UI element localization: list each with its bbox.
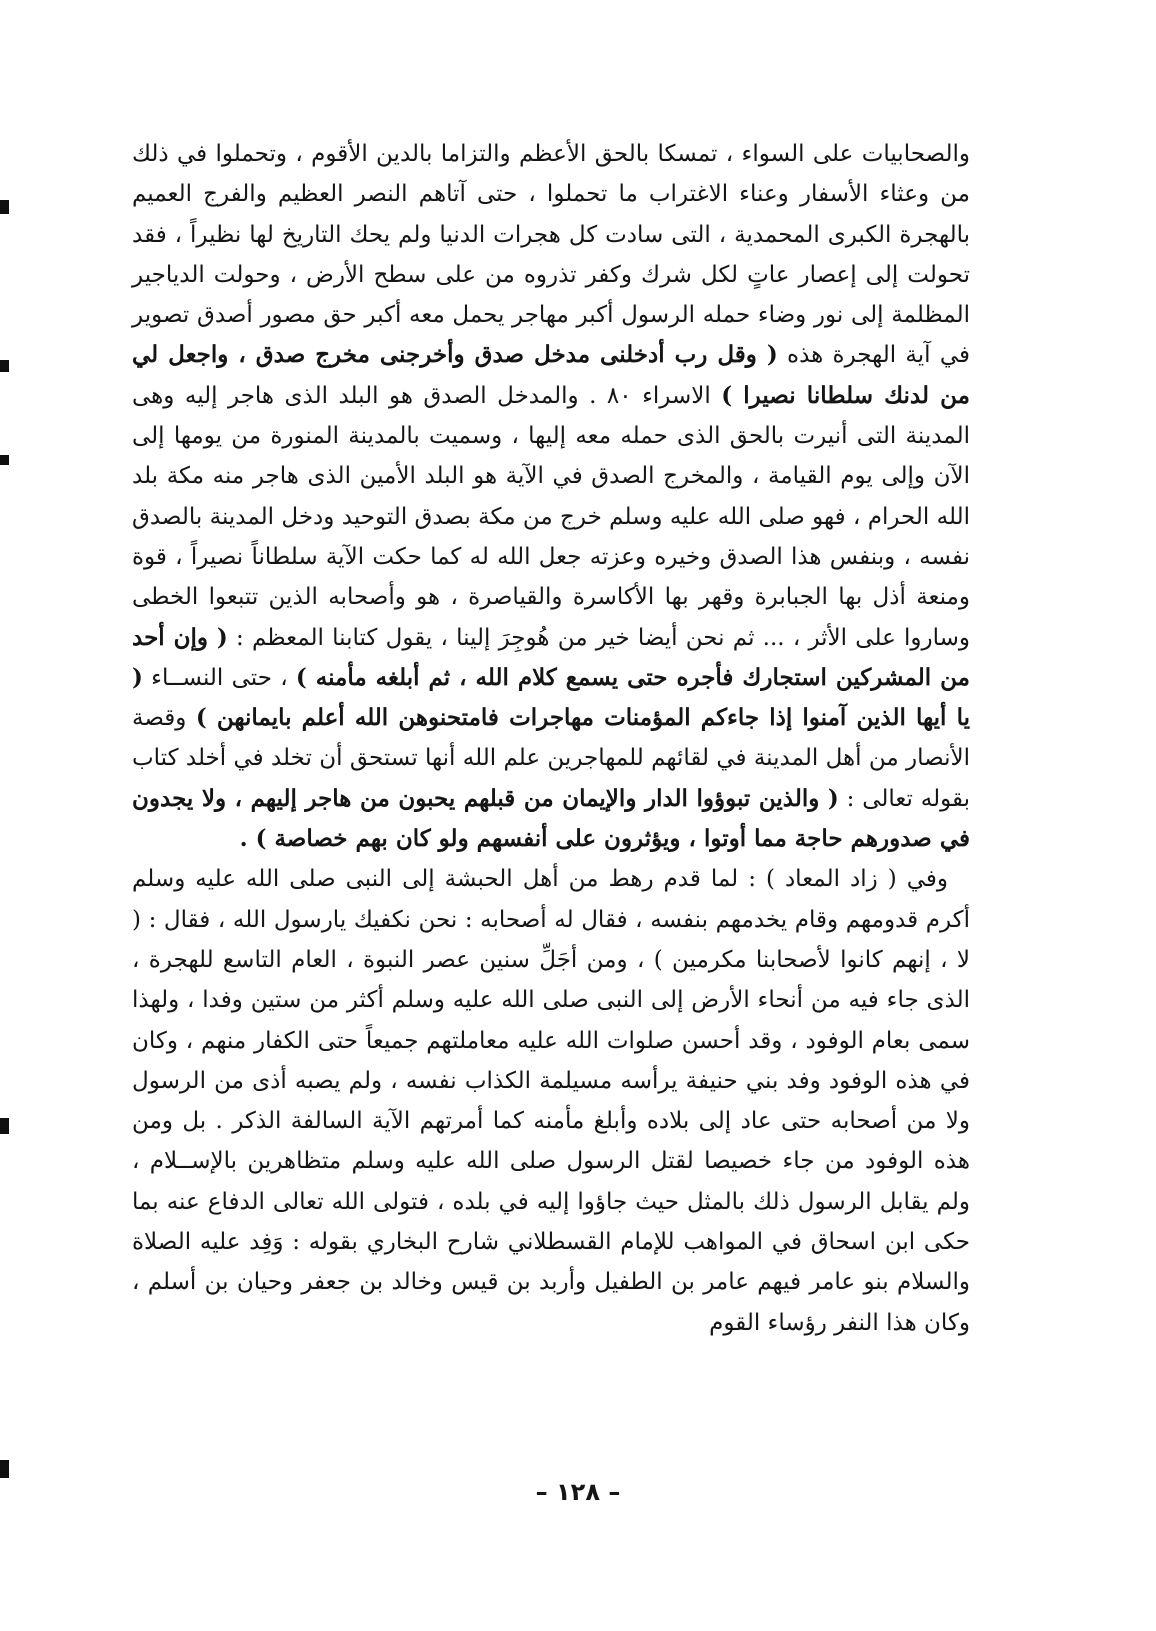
body-text <box>132 134 970 1343</box>
scan-edge-mark <box>0 455 9 465</box>
text-run: ، حتى النســاء <box>142 664 296 691</box>
quran-verse: ( والذين تبوؤوا الدار والإيمان من قبلهم يحبون من هاجر إليهم ، ولا يجدون في صدورهم حاجة مما أوتوا ، ويؤثرون على أنفسهم ولو كان بهم خصاصة ) . <box>132 784 970 853</box>
page-number: – ١٢٨ – <box>535 1478 621 1506</box>
scan-edge-mark <box>0 1460 9 1478</box>
paragraph <box>132 134 970 859</box>
scan-edge-mark <box>0 1118 9 1134</box>
text-run: وفي ( زاد المعاد ) : لما قدم رهط من أهل الحبشة إلى النبى صلى الله عليه وسلم أكرم قدومهم وقام يخدمهم بنفسه ، فقال له أصحابه : نحن نكفيك يارسول الله ، فقال : ( لا ، إنهم كانوا لأصحابنا مكرمين ) ، ومن أجَلِّ سنين عصر النبوة ، العام التاسع للهجرة ، الذى جاء فيه من أنحاء الأرض إلى النبى صلى الله عليه وسلم أكثر من ستين وفدا ، ولهذا سمى بعام الوفود ، وقد أحسن صلوات الله عليه معاملتهم جميعاً حتى الكفار منهم ، وكان في هذه الوفود وفد بني حنيفة يرأسه مسيلمة الكذاب نفسه ، ولم يصبه أذى من الرسول ولا من أصحابه حتى عاد إلى بلاده وأبلغ مأمنه كما أمرتهم الآية السالفة الذكر . بل ومن هذه الوفود من جاء خصيصا لقتل الرسول صلى الله عليه وسلم متظاهرين بالإســلام ، ولم يقابل الرسول ذلك بالمثل حيث جاؤوا إليه في بلده ، فتولى الله تعالى الدفاع عنه بما حكى ابن اسحاق في المواهب للإمام القسطلاني شارح البخاري بقوله : وَفِد عليه الصلاة والسلام بنو عامر فيهم عامر بن الطفيل وأربد بن قيس وخالد بن جعفر وحيان بن أسلم ، وكان هذا النفر رؤساء القوم <box>132 866 970 1336</box>
scan-edge-mark <box>0 200 9 214</box>
quran-verse: ( وقل رب أدخلنى مدخل صدق وأخرجنى مخرج صدق ، واجعل لي من لدنك سلطانا نصيرا ) <box>132 341 970 409</box>
text-run: والصحابيات على السواء ، تمسكا بالحق الأعظم والتزاما بالدين الأقوم ، وتحملوا في ذلك من وعثاء الأسفار وعناء الاغتراب ما تحملوا ، حتى آتاهم النصر العظيم والفرج العميم بالهجرة الكبرى المحمدية ، التى سادت كل هجرات الدنيا ولم يحك التاريخ لها نظيراً ، فقد تحولت إلى إعصار عاتٍ لكل شرك وكفر تذروه من على سطح الأرض ، وحولت الدياجير المظلمة إلى نور وضاء حمله الرسول أكبر مهاجر يحمل معه أكبر حق مصور أصدق تصوير في آية الهجرة هذه <box>132 141 971 369</box>
text-run: وقصة الأنصار من أهل المدينة في لقائهم للمهاجرين علم الله أنها تستحق أن تخلد في أخلد كتاب بقوله تعالى : <box>132 705 970 812</box>
quran-verse: ( وإن أحد من المشركين استجارك فأجره حتى يسمع كلام الله ، ثم أبلغه مأمنه ) <box>132 623 970 691</box>
text-run: الاسراء ٨٠ . والمدخل الصدق هو البلد الذى هاجر إليه وهى المدينة التى أنيرت بالحق الذى حمله معه إليها ، وسميت بالمدينة المنورة من يومها إلى الآن وإلى يوم القيامة ، والمخرج الصدق في الآية هو البلد الأمين الذى هاجر منه مكة بلد الله الحرام ، فهو صلى الله عليه وسلم خرج من مكة بصدق التوحيد ودخل المدينة بالصدق نفسه ، وبنفس هذا الصدق وخيره وعزته جعل الله له كما حكت الآية سلطاناً نصيراً ، قوة ومنعة أذل بها الجبابرة وقهر بها الأكاسرة والقياصرة ، هو وأصحابه الذين تتبعوا الخطى وساروا على الأثر ، ... ثم نحن أيضا خير من هُوجِرَ إلينا ، يقول كتابنا المعظم : <box>132 382 970 651</box>
quran-verse: ( يا أيها الذين آمنوا إذا جاءكم المؤمنات مهاجرات فامتحنوهن الله أعلم بايمانهن ) <box>132 663 970 732</box>
paragraph <box>132 859 970 1343</box>
scan-edge-mark <box>0 360 9 372</box>
